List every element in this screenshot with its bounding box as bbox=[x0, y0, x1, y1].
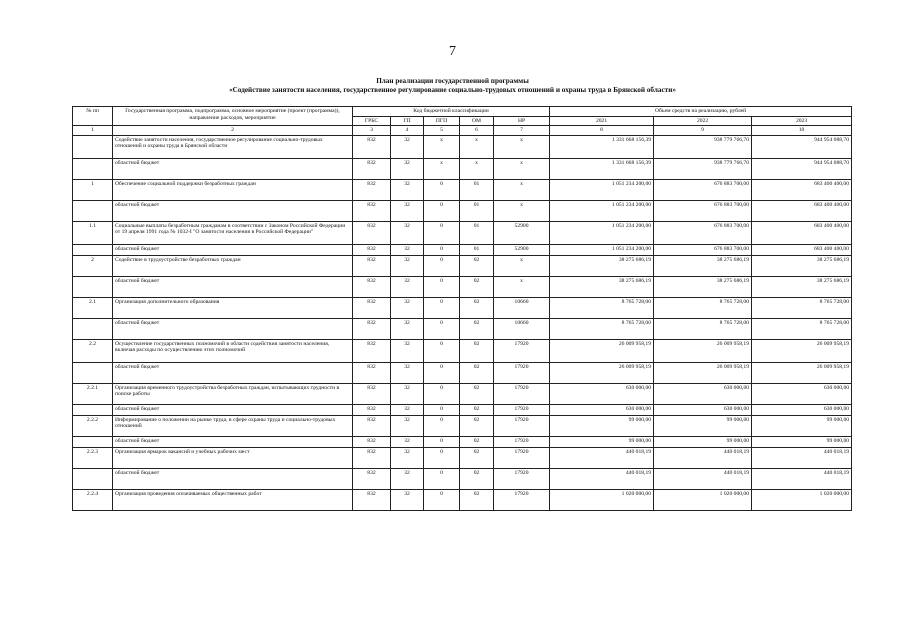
row-number: 1 bbox=[73, 179, 113, 200]
row-amount-2023: 1 020 000,00 bbox=[752, 489, 852, 510]
row-np: 17920 bbox=[494, 404, 550, 415]
title-line-1: План реализации государственной программы bbox=[376, 77, 529, 85]
row-number: 2.2.3 bbox=[73, 447, 113, 468]
row-np: 10660 bbox=[494, 297, 550, 318]
row-amount-2021: 26 009 958,19 bbox=[550, 339, 654, 362]
row-om: 01 bbox=[460, 179, 494, 200]
row-np: 52900 bbox=[494, 221, 550, 244]
row-name: областной бюджет bbox=[113, 404, 353, 415]
row-name: областной бюджет bbox=[113, 244, 353, 255]
row-number bbox=[73, 200, 113, 221]
row-amount-2023: 683 400 400,00 bbox=[752, 221, 852, 244]
row-grbs: 832 bbox=[353, 447, 391, 468]
row-grbs: 832 bbox=[353, 362, 391, 383]
row-om: 02 bbox=[460, 339, 494, 362]
document-title bbox=[0, 77, 905, 95]
row-gp: 32 bbox=[391, 318, 424, 339]
header-om: ОМ bbox=[460, 116, 494, 126]
row-amount-2023: 99 000,00 bbox=[752, 436, 852, 447]
row-amount-2022: 26 009 958,19 bbox=[654, 362, 752, 383]
row-gp: 32 bbox=[391, 135, 424, 158]
header-code-group: Код бюджетной классификации bbox=[353, 107, 550, 117]
row-om: 02 bbox=[460, 362, 494, 383]
row-name: Обеспечение социальной поддержки безработных граждан bbox=[113, 179, 353, 200]
row-grbs: 832 bbox=[353, 179, 391, 200]
row-om: 02 bbox=[460, 447, 494, 468]
table-row bbox=[73, 200, 852, 221]
row-name: Содействие занятости населения, государственное регулирование социально-трудовых отношений и охраны труда в Брянской области bbox=[113, 135, 353, 158]
row-amount-2021: 8 765 728,00 bbox=[550, 318, 654, 339]
row-number bbox=[73, 436, 113, 447]
row-ppgp: 0 bbox=[424, 244, 460, 255]
row-amount-2021: 440 018,19 bbox=[550, 468, 654, 489]
row-np: 17920 bbox=[494, 415, 550, 436]
row-amount-2023: 630 000,00 bbox=[752, 383, 852, 404]
row-amount-2021: 630 000,00 bbox=[550, 404, 654, 415]
col-number: 9 bbox=[654, 126, 752, 136]
header-2023: 2023 bbox=[752, 116, 852, 126]
row-ppgp: 0 bbox=[424, 404, 460, 415]
row-amount-2021: 1 051 234 200,00 bbox=[550, 179, 654, 200]
row-amount-2022: 938 779 766,70 bbox=[654, 158, 752, 179]
row-ppgp: 0 bbox=[424, 383, 460, 404]
row-gp: 32 bbox=[391, 383, 424, 404]
header-amount-group: Объем средств на реализацию, рублей bbox=[550, 107, 852, 117]
row-amount-2023: 683 400 400,00 bbox=[752, 179, 852, 200]
row-ppgp: х bbox=[424, 158, 460, 179]
row-ppgp: 0 bbox=[424, 362, 460, 383]
row-amount-2022: 8 765 728,00 bbox=[654, 297, 752, 318]
row-amount-2023: 683 400 400,00 bbox=[752, 244, 852, 255]
row-number bbox=[73, 158, 113, 179]
row-grbs: 832 bbox=[353, 244, 391, 255]
row-om: 01 bbox=[460, 244, 494, 255]
row-amount-2022: 38 275 686,19 bbox=[654, 255, 752, 276]
row-om: 01 bbox=[460, 221, 494, 244]
row-amount-2021: 99 000,00 bbox=[550, 436, 654, 447]
row-amount-2022: 676 883 700,00 bbox=[654, 221, 752, 244]
row-gp: 32 bbox=[391, 415, 424, 436]
table-row bbox=[73, 489, 852, 510]
col-number: 3 bbox=[353, 126, 391, 136]
row-amount-2021: 1 331 668 156,39 bbox=[550, 135, 654, 158]
row-gp: 32 bbox=[391, 255, 424, 276]
row-amount-2023: 630 000,00 bbox=[752, 404, 852, 415]
row-grbs: 832 bbox=[353, 404, 391, 415]
row-amount-2022: 938 779 766,70 bbox=[654, 135, 752, 158]
row-amount-2021: 8 765 728,00 bbox=[550, 297, 654, 318]
row-ppgp: 0 bbox=[424, 436, 460, 447]
header-num: № пп bbox=[73, 107, 113, 126]
row-number: 2.2 bbox=[73, 339, 113, 362]
row-amount-2021: 1 331 668 156,39 bbox=[550, 158, 654, 179]
row-number bbox=[73, 244, 113, 255]
row-gp: 32 bbox=[391, 244, 424, 255]
row-name: областной бюджет bbox=[113, 318, 353, 339]
row-grbs: 832 bbox=[353, 468, 391, 489]
row-amount-2021: 1 020 000,00 bbox=[550, 489, 654, 510]
row-amount-2022: 630 000,00 bbox=[654, 383, 752, 404]
row-gp: 32 bbox=[391, 158, 424, 179]
header-name: Государственная программа, подпрограмма, основное мероприятие (проект (программа)), направление расходов, мероприятие bbox=[113, 107, 353, 126]
table-row bbox=[73, 158, 852, 179]
row-np: х bbox=[494, 135, 550, 158]
row-amount-2022: 630 000,00 bbox=[654, 404, 752, 415]
table-row bbox=[73, 221, 852, 244]
row-amount-2023: 26 009 958,19 bbox=[752, 362, 852, 383]
plan-table bbox=[72, 106, 852, 511]
row-ppgp: 0 bbox=[424, 447, 460, 468]
row-ppgp: 0 bbox=[424, 297, 460, 318]
table-row bbox=[73, 404, 852, 415]
row-amount-2023: 38 275 686,19 bbox=[752, 276, 852, 297]
table-row bbox=[73, 297, 852, 318]
col-number: 8 bbox=[550, 126, 654, 136]
row-np: 17920 bbox=[494, 489, 550, 510]
row-number bbox=[73, 362, 113, 383]
row-amount-2021: 26 009 958,19 bbox=[550, 362, 654, 383]
row-ppgp: 0 bbox=[424, 339, 460, 362]
row-grbs: 832 bbox=[353, 297, 391, 318]
row-om: 02 bbox=[460, 468, 494, 489]
row-number bbox=[73, 135, 113, 158]
row-grbs: 832 bbox=[353, 255, 391, 276]
row-om: 01 bbox=[460, 200, 494, 221]
table-row bbox=[73, 447, 852, 468]
row-np: 10660 bbox=[494, 318, 550, 339]
row-ppgp: 0 bbox=[424, 221, 460, 244]
row-ppgp: х bbox=[424, 135, 460, 158]
row-amount-2023: 8 765 728,00 bbox=[752, 297, 852, 318]
row-np: х bbox=[494, 255, 550, 276]
header-2022: 2022 bbox=[654, 116, 752, 126]
row-om: 02 bbox=[460, 297, 494, 318]
row-amount-2023: 8 765 728,00 bbox=[752, 318, 852, 339]
row-np: 17920 bbox=[494, 468, 550, 489]
row-number: 1.1 bbox=[73, 221, 113, 244]
row-name: областной бюджет bbox=[113, 158, 353, 179]
table-row bbox=[73, 318, 852, 339]
row-amount-2021: 38 275 686,19 bbox=[550, 255, 654, 276]
table-row bbox=[73, 383, 852, 404]
table-row bbox=[73, 276, 852, 297]
page-number: 7 bbox=[449, 44, 456, 59]
row-name: Организация проведения оплачиваемых общественных работ bbox=[113, 489, 353, 510]
title-line-2: «Содействие занятости населения, государственное регулирование социально-трудовых отношений и охраны труда в Брянской области» bbox=[229, 86, 676, 94]
row-name: областной бюджет bbox=[113, 468, 353, 489]
col-number: 10 bbox=[752, 126, 852, 136]
header-np: НР bbox=[494, 116, 550, 126]
header-grbs: ГРБС bbox=[353, 116, 391, 126]
row-np: 17920 bbox=[494, 436, 550, 447]
row-number: 2.2.1 bbox=[73, 383, 113, 404]
row-gp: 32 bbox=[391, 404, 424, 415]
row-amount-2021: 440 018,19 bbox=[550, 447, 654, 468]
row-grbs: 832 bbox=[353, 318, 391, 339]
table-row bbox=[73, 179, 852, 200]
col-number: 4 bbox=[391, 126, 424, 136]
table-row bbox=[73, 135, 852, 158]
row-ppgp: 0 bbox=[424, 318, 460, 339]
row-grbs: 832 bbox=[353, 489, 391, 510]
row-grbs: 832 bbox=[353, 276, 391, 297]
table-row bbox=[73, 339, 852, 362]
row-gp: 32 bbox=[391, 436, 424, 447]
row-om: 02 bbox=[460, 318, 494, 339]
row-om: 02 bbox=[460, 415, 494, 436]
row-number bbox=[73, 318, 113, 339]
row-np: 17920 bbox=[494, 339, 550, 362]
row-np: х bbox=[494, 158, 550, 179]
row-amount-2022: 440 018,19 bbox=[654, 447, 752, 468]
header-2021: 2021 bbox=[550, 116, 654, 126]
row-om: 02 bbox=[460, 255, 494, 276]
row-amount-2022: 440 018,19 bbox=[654, 468, 752, 489]
row-ppgp: 0 bbox=[424, 415, 460, 436]
row-grbs: 832 bbox=[353, 158, 391, 179]
table-row bbox=[73, 255, 852, 276]
row-amount-2023: 683 400 400,00 bbox=[752, 200, 852, 221]
row-gp: 32 bbox=[391, 200, 424, 221]
row-om: 02 bbox=[460, 276, 494, 297]
row-np: 52900 bbox=[494, 244, 550, 255]
row-amount-2021: 630 000,00 bbox=[550, 383, 654, 404]
col-number: 1 bbox=[73, 126, 113, 136]
row-amount-2023: 26 009 958,19 bbox=[752, 339, 852, 362]
row-np: х bbox=[494, 179, 550, 200]
row-gp: 32 bbox=[391, 489, 424, 510]
row-ppgp: 0 bbox=[424, 200, 460, 221]
row-ppgp: 0 bbox=[424, 179, 460, 200]
plan-table-body bbox=[73, 135, 852, 510]
row-gp: 32 bbox=[391, 362, 424, 383]
col-number: 5 bbox=[424, 126, 460, 136]
row-amount-2023: 944 954 088,70 bbox=[752, 158, 852, 179]
row-ppgp: 0 bbox=[424, 468, 460, 489]
row-name: областной бюджет bbox=[113, 200, 353, 221]
row-number: 2.2.2 bbox=[73, 415, 113, 436]
row-amount-2021: 1 051 234 200,00 bbox=[550, 244, 654, 255]
row-gp: 32 bbox=[391, 339, 424, 362]
row-amount-2021: 1 051 234 200,00 bbox=[550, 200, 654, 221]
row-om: 02 bbox=[460, 436, 494, 447]
row-number: 2 bbox=[73, 255, 113, 276]
table-row bbox=[73, 436, 852, 447]
row-amount-2022: 8 765 728,00 bbox=[654, 318, 752, 339]
row-gp: 32 bbox=[391, 468, 424, 489]
row-om: 02 bbox=[460, 383, 494, 404]
row-gp: 32 bbox=[391, 276, 424, 297]
row-name: областной бюджет bbox=[113, 436, 353, 447]
row-amount-2022: 676 883 700,00 bbox=[654, 179, 752, 200]
row-amount-2023: 440 018,19 bbox=[752, 447, 852, 468]
row-amount-2022: 676 883 700,00 bbox=[654, 200, 752, 221]
row-grbs: 832 bbox=[353, 415, 391, 436]
row-om: х bbox=[460, 135, 494, 158]
row-amount-2022: 99 000,00 bbox=[654, 436, 752, 447]
row-name: областной бюджет bbox=[113, 276, 353, 297]
row-amount-2023: 99 000,00 bbox=[752, 415, 852, 436]
row-number bbox=[73, 276, 113, 297]
col-number: 2 bbox=[113, 126, 353, 136]
row-name: областной бюджет bbox=[113, 362, 353, 383]
row-amount-2021: 99 000,00 bbox=[550, 415, 654, 436]
row-gp: 32 bbox=[391, 297, 424, 318]
row-number: 2.2.4 bbox=[73, 489, 113, 510]
row-om: х bbox=[460, 158, 494, 179]
row-number bbox=[73, 468, 113, 489]
row-amount-2023: 944 954 088,70 bbox=[752, 135, 852, 158]
row-amount-2022: 38 275 686,19 bbox=[654, 276, 752, 297]
row-om: 02 bbox=[460, 489, 494, 510]
table-row bbox=[73, 415, 852, 436]
row-amount-2023: 440 018,19 bbox=[752, 468, 852, 489]
table-row bbox=[73, 468, 852, 489]
row-amount-2022: 26 009 958,19 bbox=[654, 339, 752, 362]
row-np: 17920 bbox=[494, 362, 550, 383]
row-ppgp: 0 bbox=[424, 276, 460, 297]
row-number bbox=[73, 404, 113, 415]
header-gp: ГП bbox=[391, 116, 424, 126]
row-ppgp: 0 bbox=[424, 489, 460, 510]
row-gp: 32 bbox=[391, 221, 424, 244]
row-name: Организация ярмарок вакансий и учебных рабочих мест bbox=[113, 447, 353, 468]
col-number: 6 bbox=[460, 126, 494, 136]
row-om: 02 bbox=[460, 404, 494, 415]
table-row bbox=[73, 244, 852, 255]
row-np: х bbox=[494, 276, 550, 297]
table-row bbox=[73, 362, 852, 383]
row-amount-2022: 99 000,00 bbox=[654, 415, 752, 436]
row-ppgp: 0 bbox=[424, 255, 460, 276]
row-amount-2021: 1 051 234 200,00 bbox=[550, 221, 654, 244]
row-np: 17920 bbox=[494, 447, 550, 468]
column-number-row bbox=[73, 126, 852, 136]
col-number: 7 bbox=[494, 126, 550, 136]
row-name: Социальные выплаты безработным гражданам в соответствии с Законом Российской Федерации от 19 апреля 1991 года № 1032-I "О занятости населения в Российской Федерации" bbox=[113, 221, 353, 244]
row-grbs: 832 bbox=[353, 436, 391, 447]
row-amount-2021: 38 275 686,19 bbox=[550, 276, 654, 297]
row-np: 17920 bbox=[494, 383, 550, 404]
row-gp: 32 bbox=[391, 179, 424, 200]
header-row-1 bbox=[73, 107, 852, 117]
row-name: Организация временного трудоустройства безработных граждан, испытывающих трудности в поиске работы bbox=[113, 383, 353, 404]
row-name: Содействие в трудоустройстве безработных граждан bbox=[113, 255, 353, 276]
row-name: Осуществление государственных полномочий в области содействия занятости населения, включая расходы по осуществлению этих полномочий bbox=[113, 339, 353, 362]
row-np: х bbox=[494, 200, 550, 221]
header-ppgp: ПГП bbox=[424, 116, 460, 126]
row-grbs: 832 bbox=[353, 383, 391, 404]
row-name: Организация дополнительного образования bbox=[113, 297, 353, 318]
row-gp: 32 bbox=[391, 447, 424, 468]
row-grbs: 832 bbox=[353, 200, 391, 221]
row-grbs: 832 bbox=[353, 339, 391, 362]
row-amount-2022: 1 020 000,00 bbox=[654, 489, 752, 510]
row-number: 2.1 bbox=[73, 297, 113, 318]
row-amount-2023: 38 275 686,19 bbox=[752, 255, 852, 276]
row-amount-2022: 676 883 700,00 bbox=[654, 244, 752, 255]
row-grbs: 832 bbox=[353, 135, 391, 158]
row-name: Информирование о положении на рынке труда, в сфере охраны труда и социально-трудовых отношений bbox=[113, 415, 353, 436]
row-grbs: 832 bbox=[353, 221, 391, 244]
